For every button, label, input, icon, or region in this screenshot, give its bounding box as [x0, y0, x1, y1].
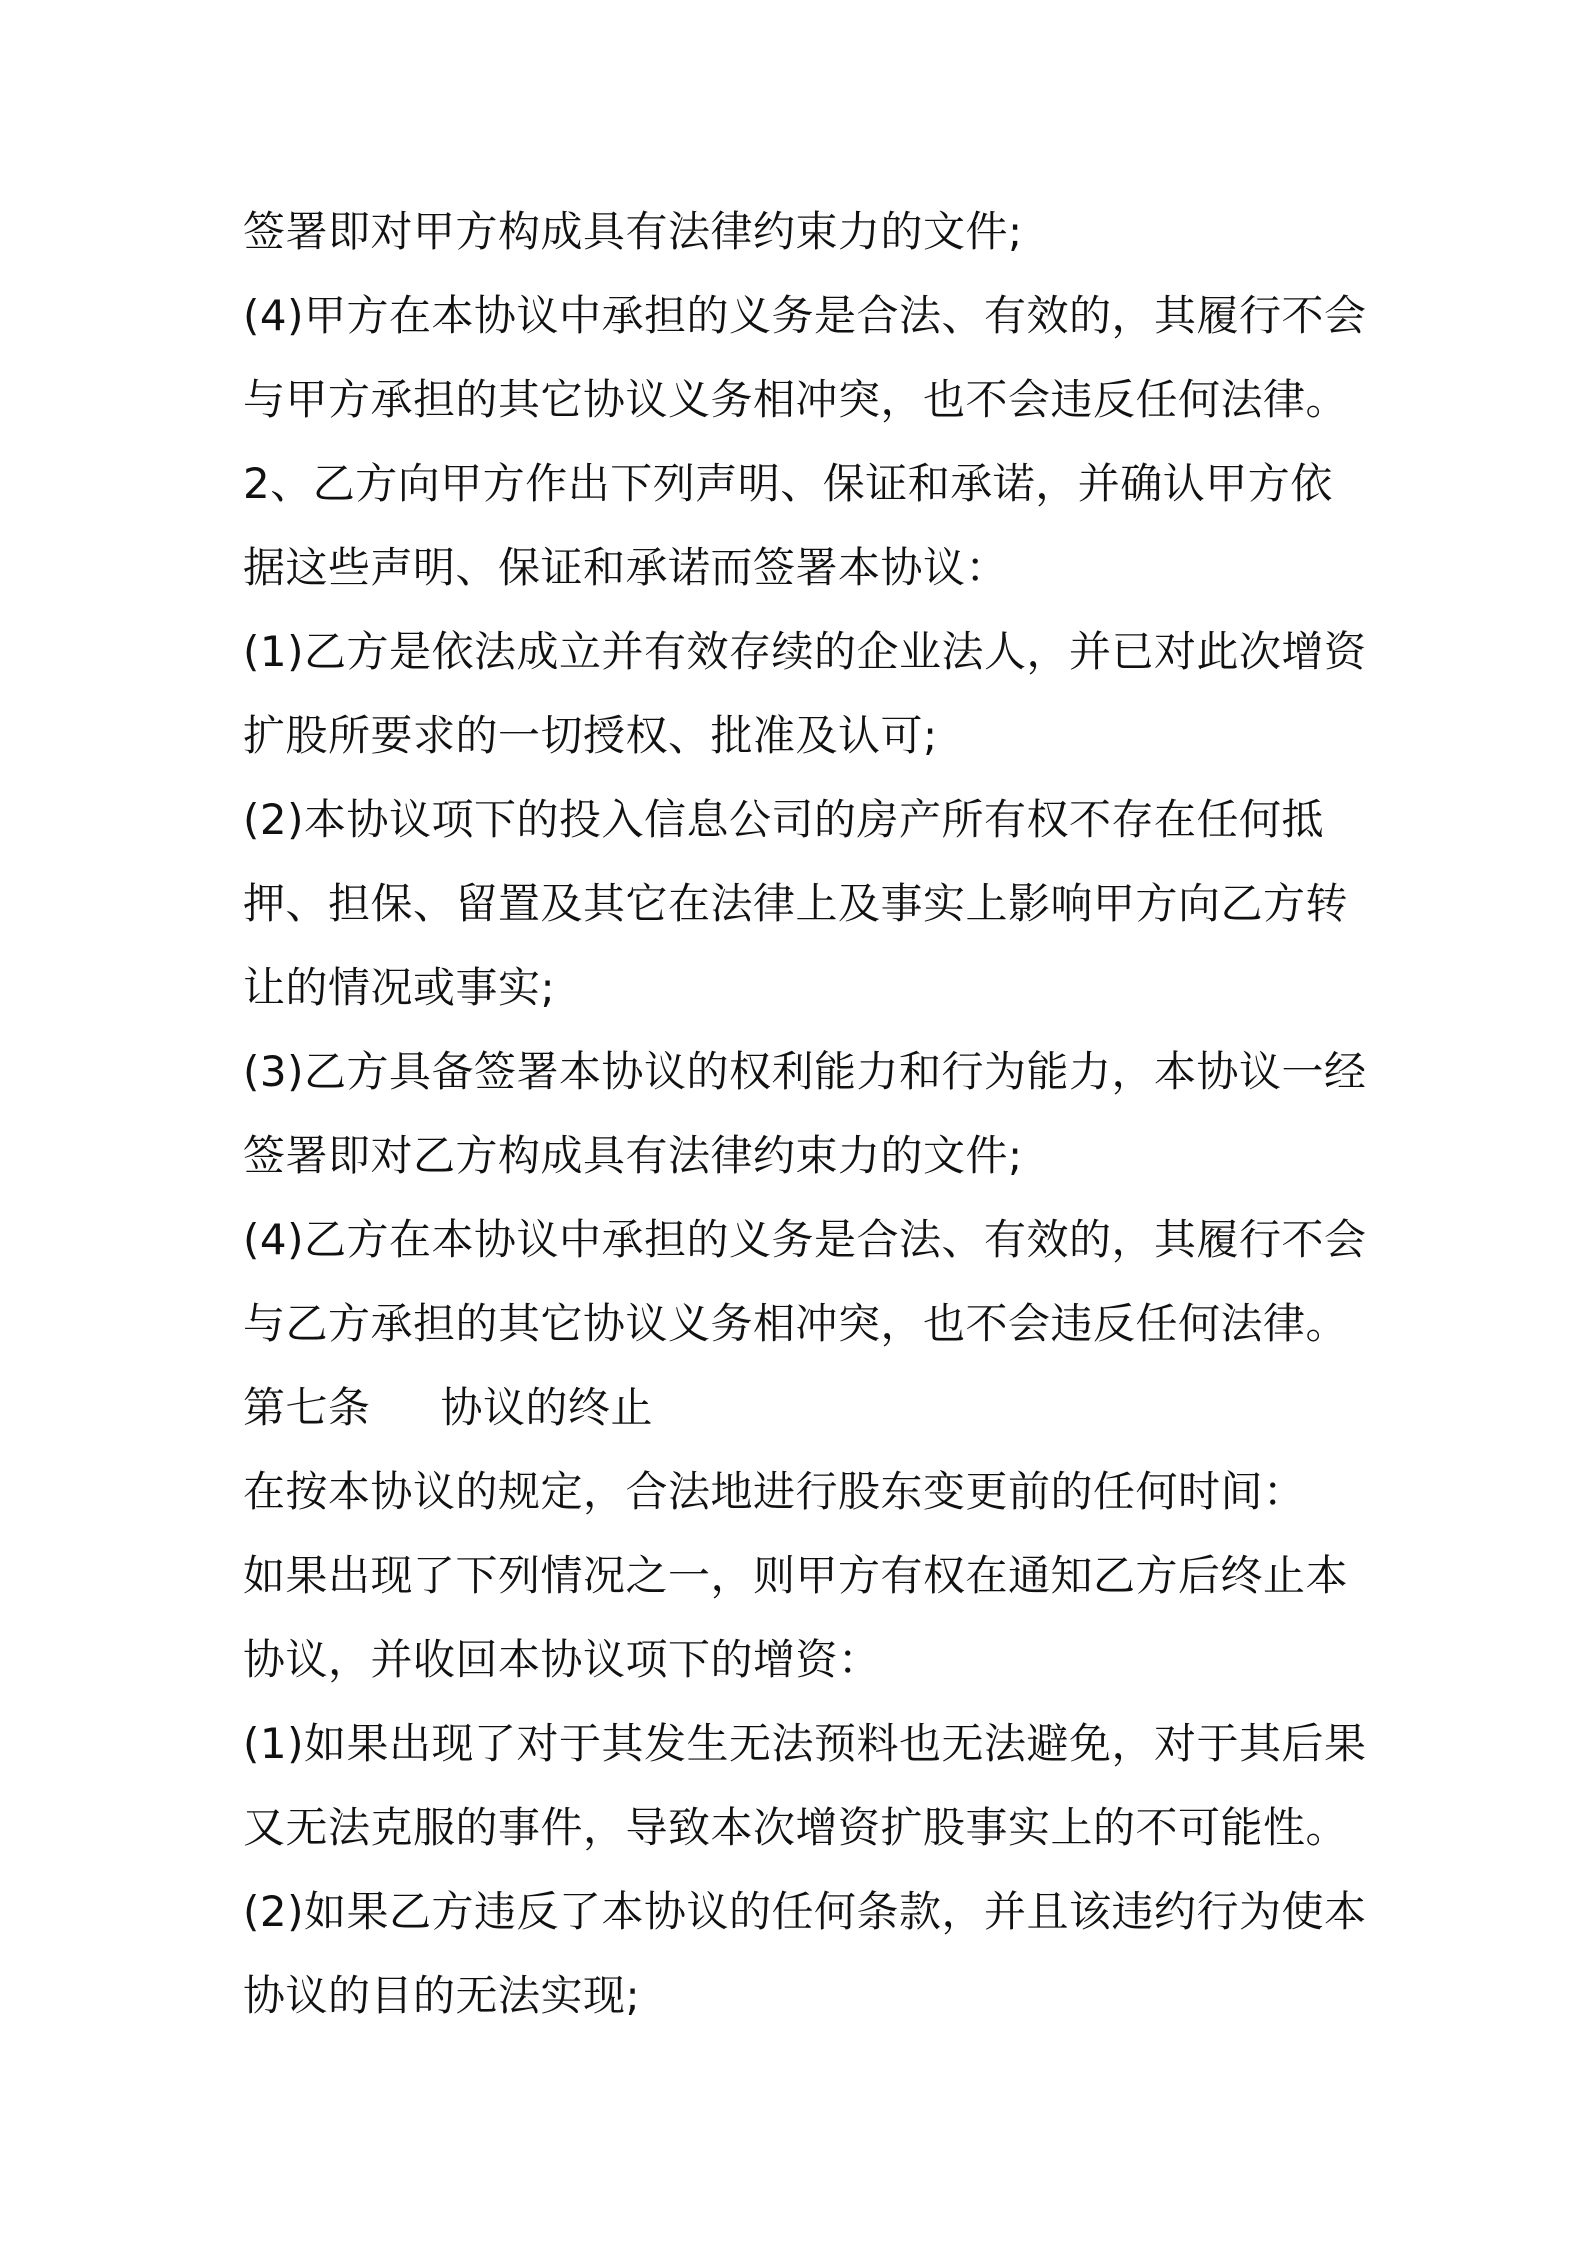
text-line: 押、担保、留置及其它在法律上及事实上影响甲方向乙方转	[243, 879, 1349, 928]
text-line: 协议，并收回本协议项下的增资：	[243, 1635, 881, 1684]
document-body	[243, 190, 1367, 2038]
article-heading	[243, 1366, 1363, 1450]
text-line: (2)如果乙方违反了本协议的任何条款，并且该违约行为使本	[243, 1887, 1367, 1936]
text-line: (2)本协议项下的投入信息公司的房产所有权不存在任何抵	[243, 795, 1324, 844]
text-line: 在按本协议的规定，合法地进行股东变更前的任何时间：	[243, 1467, 1306, 1516]
text-line: 扩股所要求的一切授权、批准及认可;	[243, 711, 938, 760]
text-line: 又无法克服的事件，导致本次增资扩股事实上的不可能性。	[243, 1803, 1349, 1852]
text-line: (4)甲方在本协议中承担的义务是合法、有效的，其履行不会	[243, 291, 1367, 340]
text-line: 签署即对甲方构成具有法律约束力的文件;	[243, 207, 1023, 256]
text-line: 如果出现了下列情况之一，则甲方有权在通知乙方后终止本	[243, 1551, 1349, 1600]
text-line: 让的情况或事实;	[243, 963, 556, 1012]
text-line: 协议的目的无法实现;	[243, 1971, 641, 2020]
text-line: (4)乙方在本协议中承担的义务是合法、有效的，其履行不会	[243, 1215, 1367, 1264]
text-line: (3)乙方具备签署本协议的权利能力和行为能力，本协议一经	[243, 1047, 1367, 1096]
text-line: 与甲方承担的其它协议义务相冲突，也不会违反任何法律。	[243, 375, 1349, 424]
text-line: (1)如果出现了对于其发生无法预料也无法避免，对于其后果	[243, 1719, 1367, 1768]
article-title: 协议的终止	[440, 1383, 654, 1432]
text-line: 签署即对乙方构成具有法律约束力的文件;	[243, 1131, 1023, 1180]
text-line: 据这些声明、保证和承诺而签署本协议：	[243, 543, 1009, 592]
text-line: 与乙方承担的其它协议义务相冲突，也不会违反任何法律。	[243, 1299, 1349, 1348]
text-line: 2、乙方向甲方作出下列声明、保证和承诺，并确认甲方依	[243, 459, 1333, 508]
text-line: (1)乙方是依法成立并有效存续的企业法人，并已对此次增资	[243, 627, 1367, 676]
article-number: 第七条	[243, 1383, 371, 1432]
